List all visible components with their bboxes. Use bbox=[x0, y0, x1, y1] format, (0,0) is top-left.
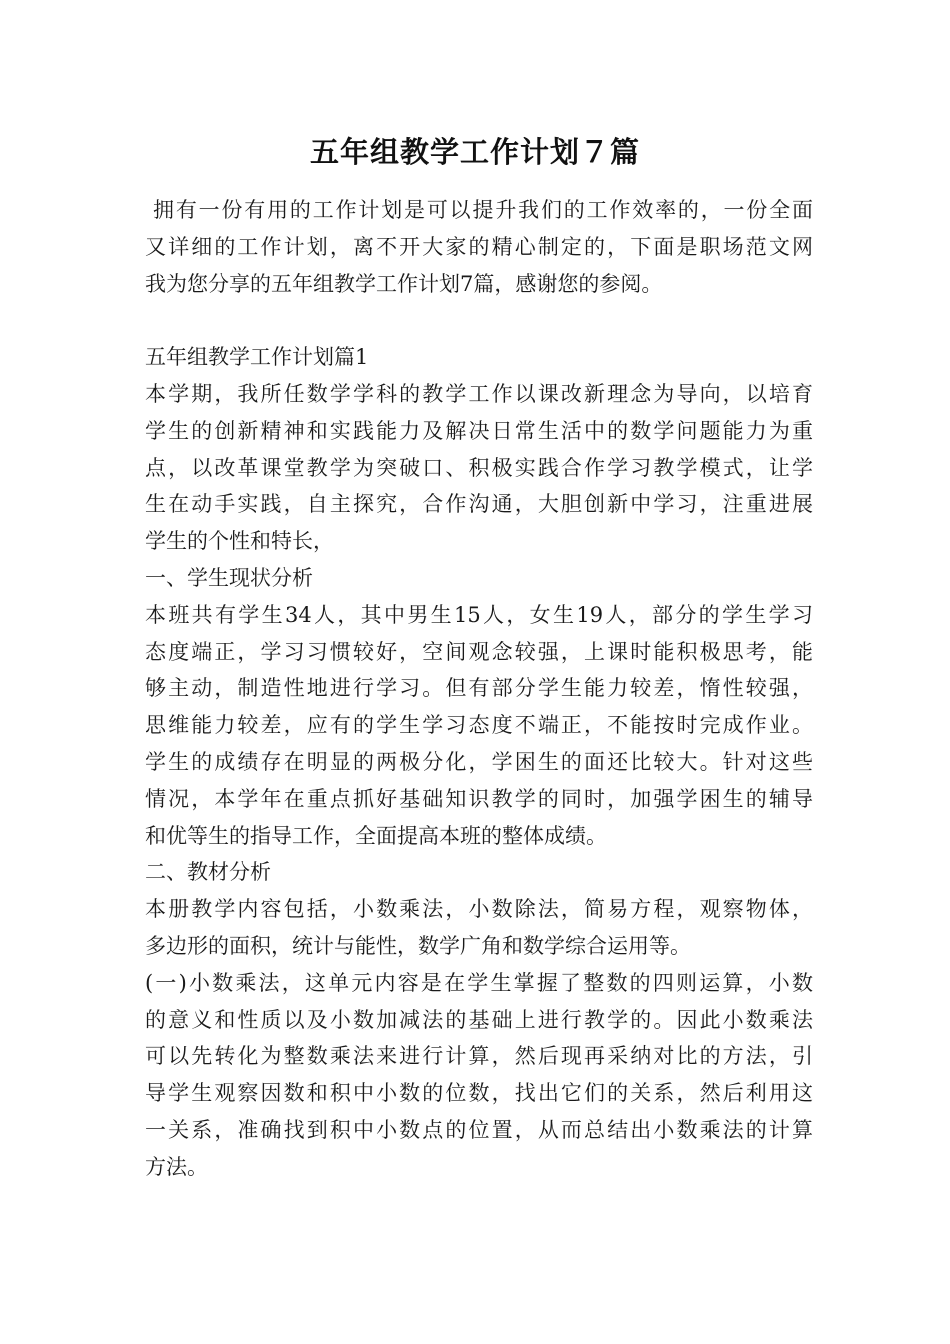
text-line: 五年组教学工作计划篇1 bbox=[145, 345, 369, 370]
paragraph-gap bbox=[145, 302, 813, 339]
text-line: 生在动手实践，自主探究，合作沟通，大胆创新中学习，注重进展 bbox=[145, 492, 813, 517]
text-line: 本班共有学生34人，其中男生15人，女生19人，部分的学生学习 bbox=[145, 602, 813, 627]
text-line: 够主动，制造性地进行学习。但有部分学生能力较差，惰性较强， bbox=[145, 676, 813, 701]
document-body bbox=[145, 192, 813, 1186]
text-line: 拥有一份有用的工作计划是可以提升我们的工作效率的，一份全面 bbox=[153, 198, 813, 222]
text-line: 二、教材分析 bbox=[145, 860, 271, 885]
document-title: 五年组教学工作计划７篇 bbox=[309, 135, 640, 169]
text-line: 一、学生现状分析 bbox=[145, 565, 313, 590]
text-line: 又详细的工作计划，离不开大家的精心制定的，下面是职场范文网 bbox=[145, 234, 813, 259]
text-line: 点，以改革课堂教学为突破口、积极实践合作学习教学模式，让学 bbox=[145, 455, 813, 480]
text-line: 本册教学内容包括，小数乘法，小数除法，简易方程，观察物体， bbox=[145, 897, 813, 922]
text-line: 多边形的面积，统计与能性，数学广角和数学综合运用等。 bbox=[145, 933, 691, 958]
text-line: 一关系，准确找到积中小数点的位置，从而总结出小数乘法的计算 bbox=[145, 1117, 813, 1142]
text-line: 态度端正，学习习惯较好，空间观念较强，上课时能积极思考，能 bbox=[145, 639, 813, 664]
text-line: 学生的个性和特长， bbox=[145, 529, 334, 554]
text-line: 的意义和性质以及小数加减法的基础上进行教学的。因此小数乘法 bbox=[145, 1007, 813, 1032]
text-line: 可以先转化为整数乘法来进行计算，然后现再采纳对比的方法，引 bbox=[145, 1044, 813, 1069]
text-line: 方法。 bbox=[145, 1154, 208, 1179]
text-line: 和优等生的指导工作，全面提高本班的整体成绩。 bbox=[145, 823, 607, 848]
text-line: 情况，本学年在重点抓好基础知识教学的同时，加强学困生的辅导 bbox=[145, 786, 813, 811]
text-line: 学生的成绩存在明显的两极分化，学困生的面还比较大。针对这些 bbox=[145, 749, 813, 774]
text-line: 导学生观察因数和积中小数的位数，找出它们的关系，然后利用这 bbox=[145, 1081, 813, 1106]
text-line: 本学期，我所任数学学科的教学工作以课改新理念为导向，以培育 bbox=[145, 381, 813, 406]
text-line: 学生的创新精神和实践能力及解决日常生活中的数学问题能力为重 bbox=[145, 418, 813, 443]
text-line: 我为您分享的五年组教学工作计划7篇，感谢您的参阅。 bbox=[145, 271, 663, 296]
text-line: 思维能力较差，应有的学生学习态度不端正，不能按时完成作业。 bbox=[145, 713, 813, 738]
text-line: (一)小数乘法，这单元内容是在学生掌握了整数的四则运算，小数 bbox=[145, 970, 813, 995]
